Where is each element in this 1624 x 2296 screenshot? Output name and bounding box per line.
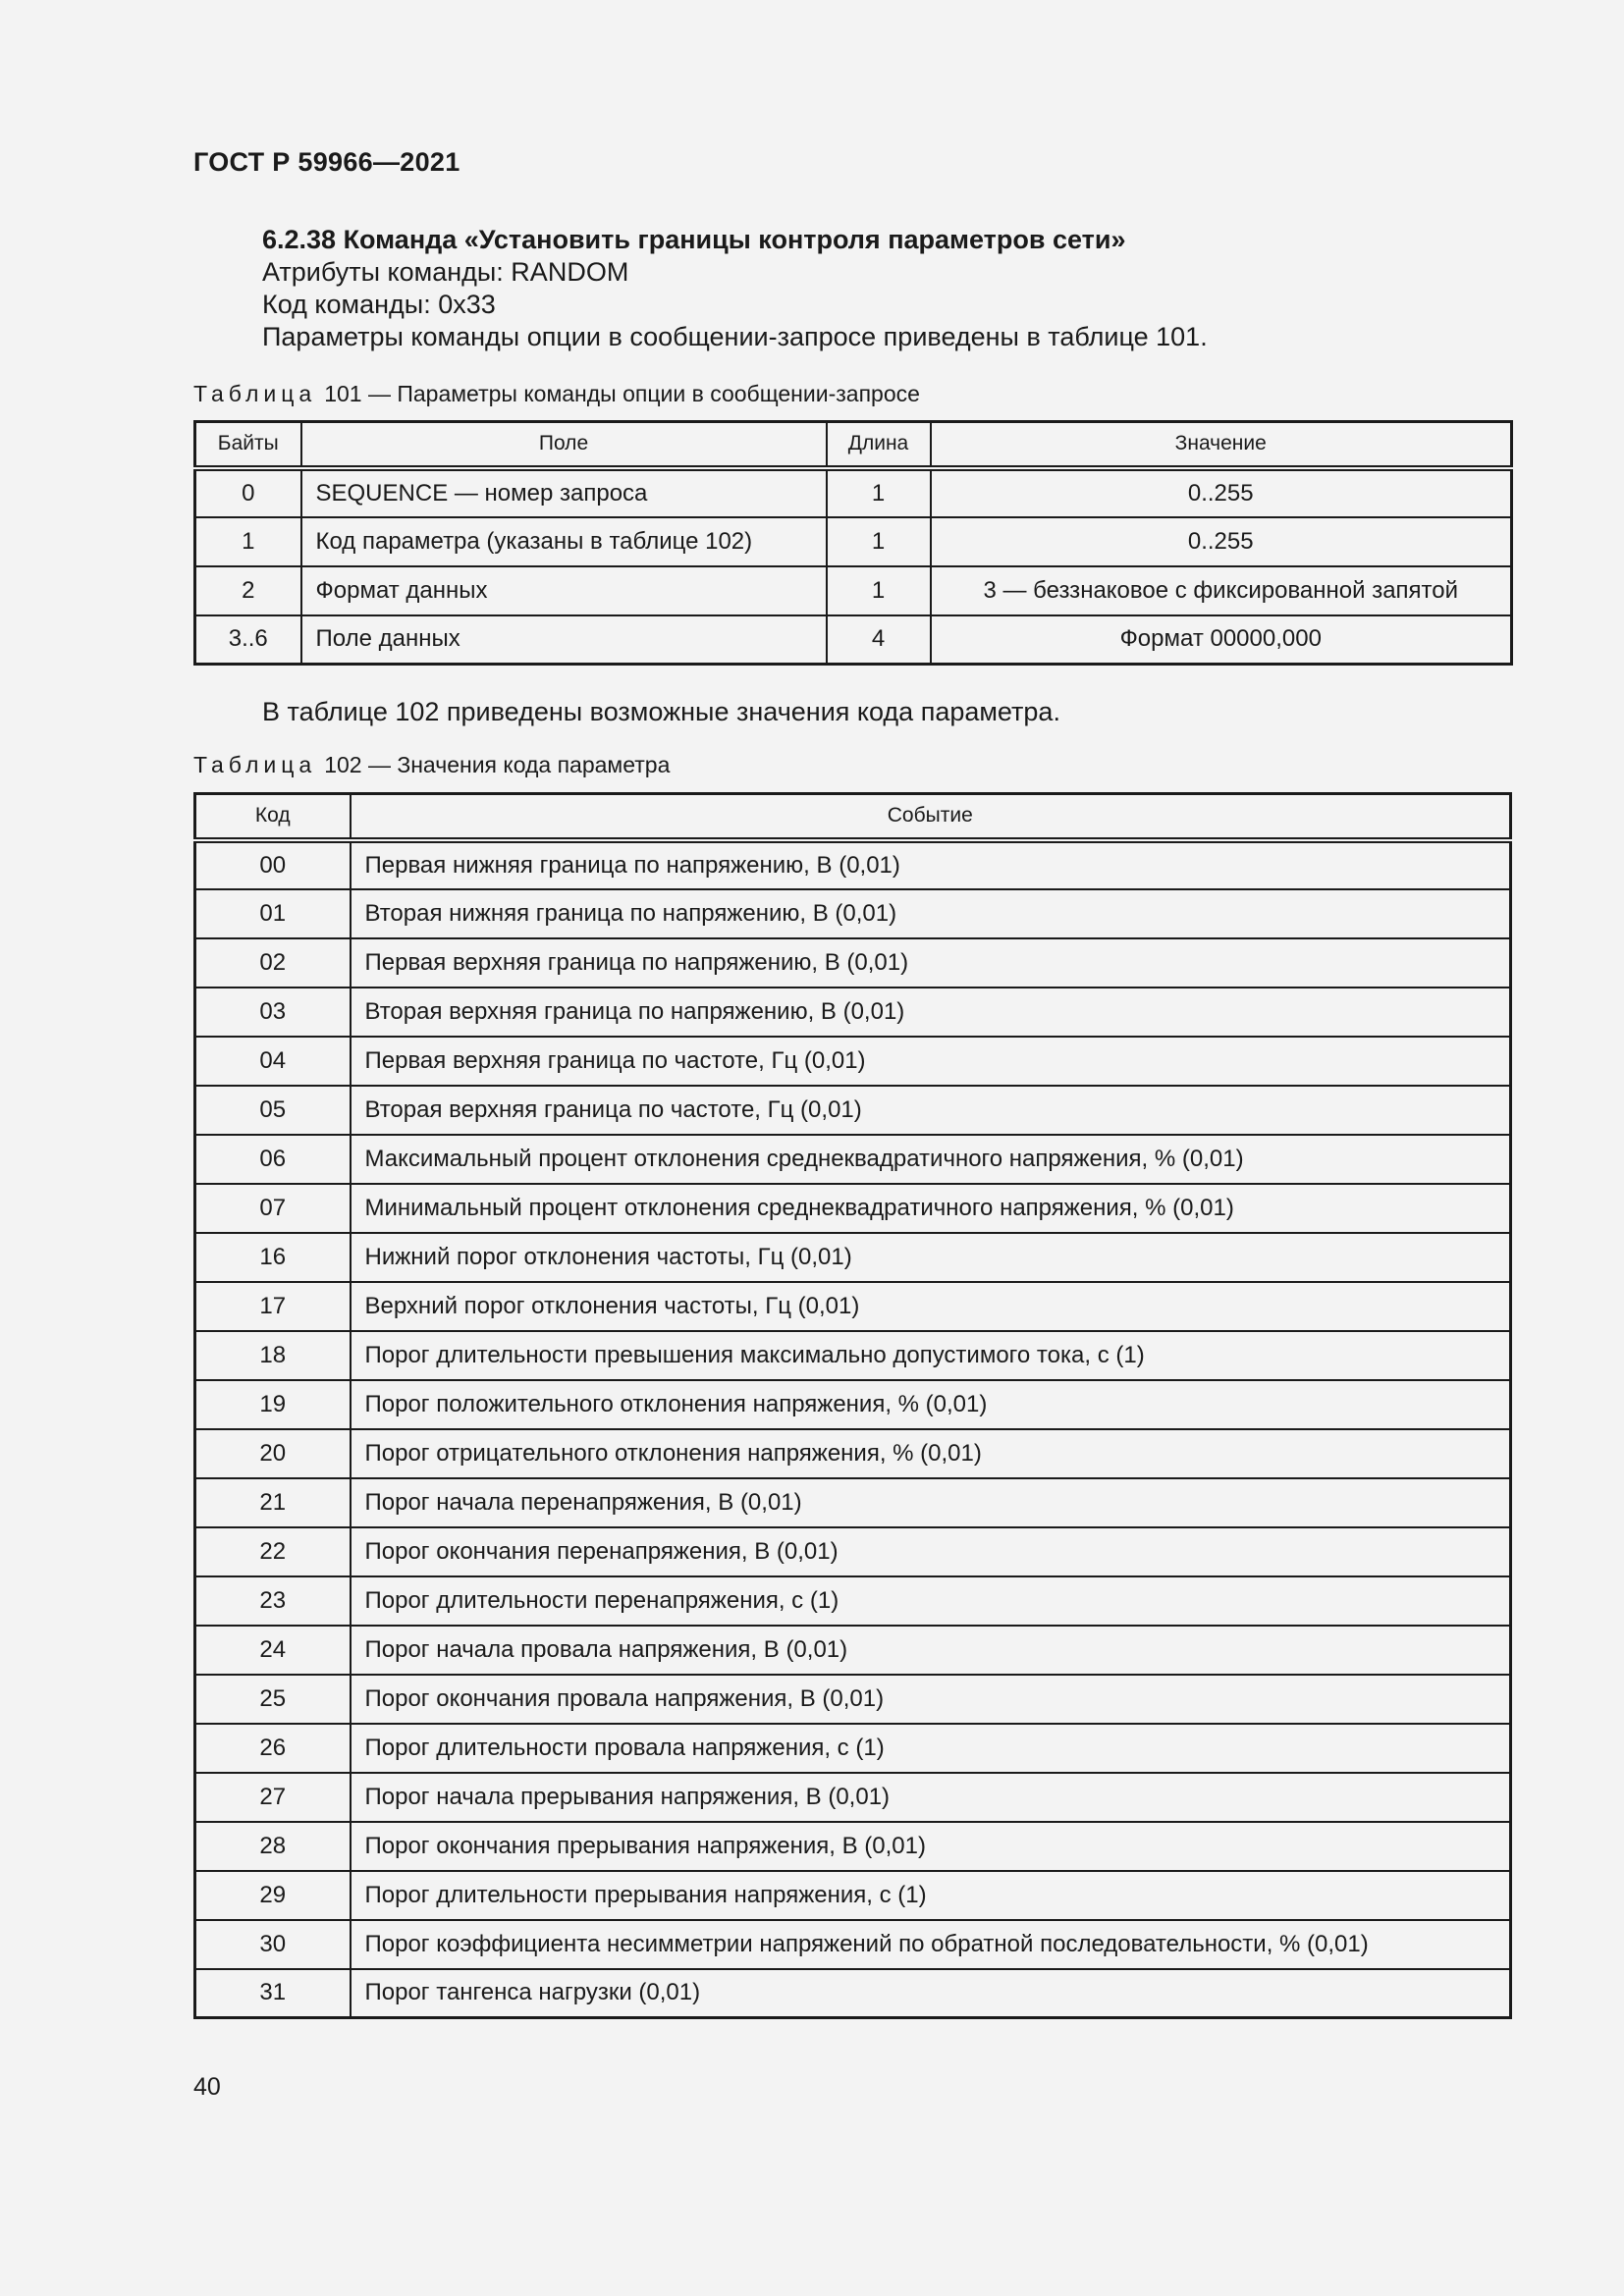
table-102-header-event: Событие [351, 794, 1511, 840]
table-row [195, 889, 1511, 938]
table-row [195, 1233, 1511, 1282]
table-row [195, 1429, 1511, 1478]
table-101-caption-label: Таблица [193, 381, 317, 406]
table-101-cell-field: Поле данных [301, 615, 827, 665]
table-101-cell-length: 4 [827, 615, 931, 665]
table-102-header-row [195, 794, 1511, 840]
table-102-cell-code: 28 [195, 1822, 351, 1871]
table-row [195, 615, 1512, 665]
table-row [195, 566, 1512, 615]
table-102-cell-event: Порог коэффициента несимметрии напряжений по обратной последовательности, % (0,01) [351, 1920, 1511, 1969]
table-row [195, 1871, 1511, 1920]
page-number: 40 [193, 2073, 221, 2101]
table-101-caption [193, 381, 920, 407]
table-101-header-row [195, 422, 1512, 468]
table-102-cell-event: Вторая верхняя граница по напряжению, В (0,01) [351, 988, 1511, 1037]
table-row [195, 1478, 1511, 1527]
table-row [195, 988, 1511, 1037]
table-102-cell-code: 01 [195, 889, 351, 938]
table-row [195, 840, 1511, 889]
table-102-cell-code: 02 [195, 938, 351, 988]
table-102-cell-event: Порог начала перенапряжения, В (0,01) [351, 1478, 1511, 1527]
table-101-cell-length: 1 [827, 517, 931, 566]
table-102-cell-code: 31 [195, 1969, 351, 2018]
table-102-cell-event: Первая нижняя граница по напряжению, В (0,01) [351, 840, 1511, 889]
table-101-cell-bytes: 0 [195, 468, 301, 517]
table-102-cell-code: 07 [195, 1184, 351, 1233]
table-102-cell-code: 05 [195, 1086, 351, 1135]
table-102-cell-event: Первая верхняя граница по частоте, Гц (0,01) [351, 1037, 1511, 1086]
table-101-cell-bytes: 3..6 [195, 615, 301, 665]
table-102-cell-event: Верхний порог отклонения частоты, Гц (0,01) [351, 1282, 1511, 1331]
table-102-cell-event: Порог начала провала напряжения, В (0,01) [351, 1626, 1511, 1675]
table-row [195, 1527, 1511, 1576]
table-102-cell-event: Порог отрицательного отклонения напряжения, % (0,01) [351, 1429, 1511, 1478]
table-102-cell-event: Порог начала прерывания напряжения, В (0,01) [351, 1773, 1511, 1822]
table-102-intro: В таблице 102 приведены возможные значения кода параметра. [262, 697, 1060, 726]
table-101 [193, 420, 1513, 666]
table-row [195, 1724, 1511, 1773]
table-102-cell-code: 00 [195, 840, 351, 889]
table-101-cell-field: Код параметра (указаны в таблице 102) [301, 517, 827, 566]
table-101-cell-field: Формат данных [301, 566, 827, 615]
table-102-cell-code: 27 [195, 1773, 351, 1822]
table-row [195, 1380, 1511, 1429]
table-102-cell-event: Порог положительного отклонения напряжения, % (0,01) [351, 1380, 1511, 1429]
table-102-caption-text: 102 — Значения кода параметра [324, 752, 671, 777]
table-102-cell-event: Порог окончания провала напряжения, В (0,01) [351, 1675, 1511, 1724]
table-102-cell-code: 25 [195, 1675, 351, 1724]
table-row [195, 938, 1511, 988]
table-102-cell-code: 29 [195, 1871, 351, 1920]
table-102-cell-code: 23 [195, 1576, 351, 1626]
table-row [195, 1675, 1511, 1724]
table-101-header-value: Значение [931, 422, 1512, 468]
table-101-cell-value: 3 — беззнаковое с фиксированной запятой [931, 566, 1512, 615]
section-heading: 6.2.38 Команда «Установить границы контроля параметров сети» [262, 225, 1126, 254]
table-101-caption-text: 101 — Параметры команды опции в сообщении-запросе [324, 381, 920, 406]
table-102-cell-event: Вторая нижняя граница по напряжению, В (0,01) [351, 889, 1511, 938]
section-intro: Параметры команды опции в сообщении-запросе приведены в таблице 101. [262, 322, 1208, 351]
table-row [195, 1282, 1511, 1331]
table-row [195, 1576, 1511, 1626]
table-row [195, 468, 1512, 517]
table-102-header-code: Код [195, 794, 351, 840]
table-row [195, 1135, 1511, 1184]
table-102 [193, 792, 1512, 2019]
table-102-cell-event: Минимальный процент отклонения среднеквадратичного напряжения, % (0,01) [351, 1184, 1511, 1233]
table-102-cell-event: Максимальный процент отклонения среднеквадратичного напряжения, % (0,01) [351, 1135, 1511, 1184]
command-attributes: Атрибуты команды: RANDOM [262, 257, 629, 287]
table-101-header-field: Поле [301, 422, 827, 468]
table-102-cell-code: 20 [195, 1429, 351, 1478]
table-102-cell-event: Нижний порог отклонения частоты, Гц (0,01) [351, 1233, 1511, 1282]
table-102-cell-code: 16 [195, 1233, 351, 1282]
table-102-cell-code: 19 [195, 1380, 351, 1429]
table-102-cell-event: Порог окончания прерывания напряжения, В (0,01) [351, 1822, 1511, 1871]
table-102-cell-code: 22 [195, 1527, 351, 1576]
table-102-cell-event: Порог длительности перенапряжения, с (1) [351, 1576, 1511, 1626]
table-row [195, 1773, 1511, 1822]
table-row [195, 1184, 1511, 1233]
table-102-cell-code: 03 [195, 988, 351, 1037]
table-row [195, 1920, 1511, 1969]
section-block [262, 224, 1208, 353]
table-row [195, 1331, 1511, 1380]
table-101-cell-length: 1 [827, 468, 931, 517]
table-101-cell-length: 1 [827, 566, 931, 615]
table-102-caption-label: Таблица [193, 752, 317, 777]
table-102-cell-event: Порог длительности превышения максимально допустимого тока, с (1) [351, 1331, 1511, 1380]
table-102-cell-event: Порог длительности прерывания напряжения, с (1) [351, 1871, 1511, 1920]
table-102-cell-code: 04 [195, 1037, 351, 1086]
table-101-cell-bytes: 1 [195, 517, 301, 566]
table-101-header-bytes: Байты [195, 422, 301, 468]
table-101-cell-value: Формат 00000,000 [931, 615, 1512, 665]
table-102-cell-code: 18 [195, 1331, 351, 1380]
table-102-cell-code: 06 [195, 1135, 351, 1184]
table-row [195, 1626, 1511, 1675]
table-101-cell-bytes: 2 [195, 566, 301, 615]
table-102-cell-event: Вторая верхняя граница по частоте, Гц (0,01) [351, 1086, 1511, 1135]
table-row [195, 1037, 1511, 1086]
table-row [195, 517, 1512, 566]
table-102-cell-code: 30 [195, 1920, 351, 1969]
table-102-cell-event: Порог длительности провала напряжения, с (1) [351, 1724, 1511, 1773]
document-header: ГОСТ Р 59966—2021 [193, 147, 460, 177]
table-102-cell-code: 17 [195, 1282, 351, 1331]
table-101-cell-field: SEQUENCE — номер запроса [301, 468, 827, 517]
table-102-cell-code: 24 [195, 1626, 351, 1675]
table-102-cell-event: Порог окончания перенапряжения, В (0,01) [351, 1527, 1511, 1576]
table-row [195, 1086, 1511, 1135]
table-101-header-length: Длина [827, 422, 931, 468]
table-row [195, 1822, 1511, 1871]
command-code: Код команды: 0x33 [262, 290, 496, 319]
table-101-cell-value: 0..255 [931, 517, 1512, 566]
table-102-caption [193, 752, 670, 778]
table-102-cell-code: 26 [195, 1724, 351, 1773]
table-row [195, 1969, 1511, 2018]
table-102-cell-code: 21 [195, 1478, 351, 1527]
table-102-cell-event: Порог тангенса нагрузки (0,01) [351, 1969, 1511, 2018]
table-101-cell-value: 0..255 [931, 468, 1512, 517]
table-102-cell-event: Первая верхняя граница по напряжению, В (0,01) [351, 938, 1511, 988]
